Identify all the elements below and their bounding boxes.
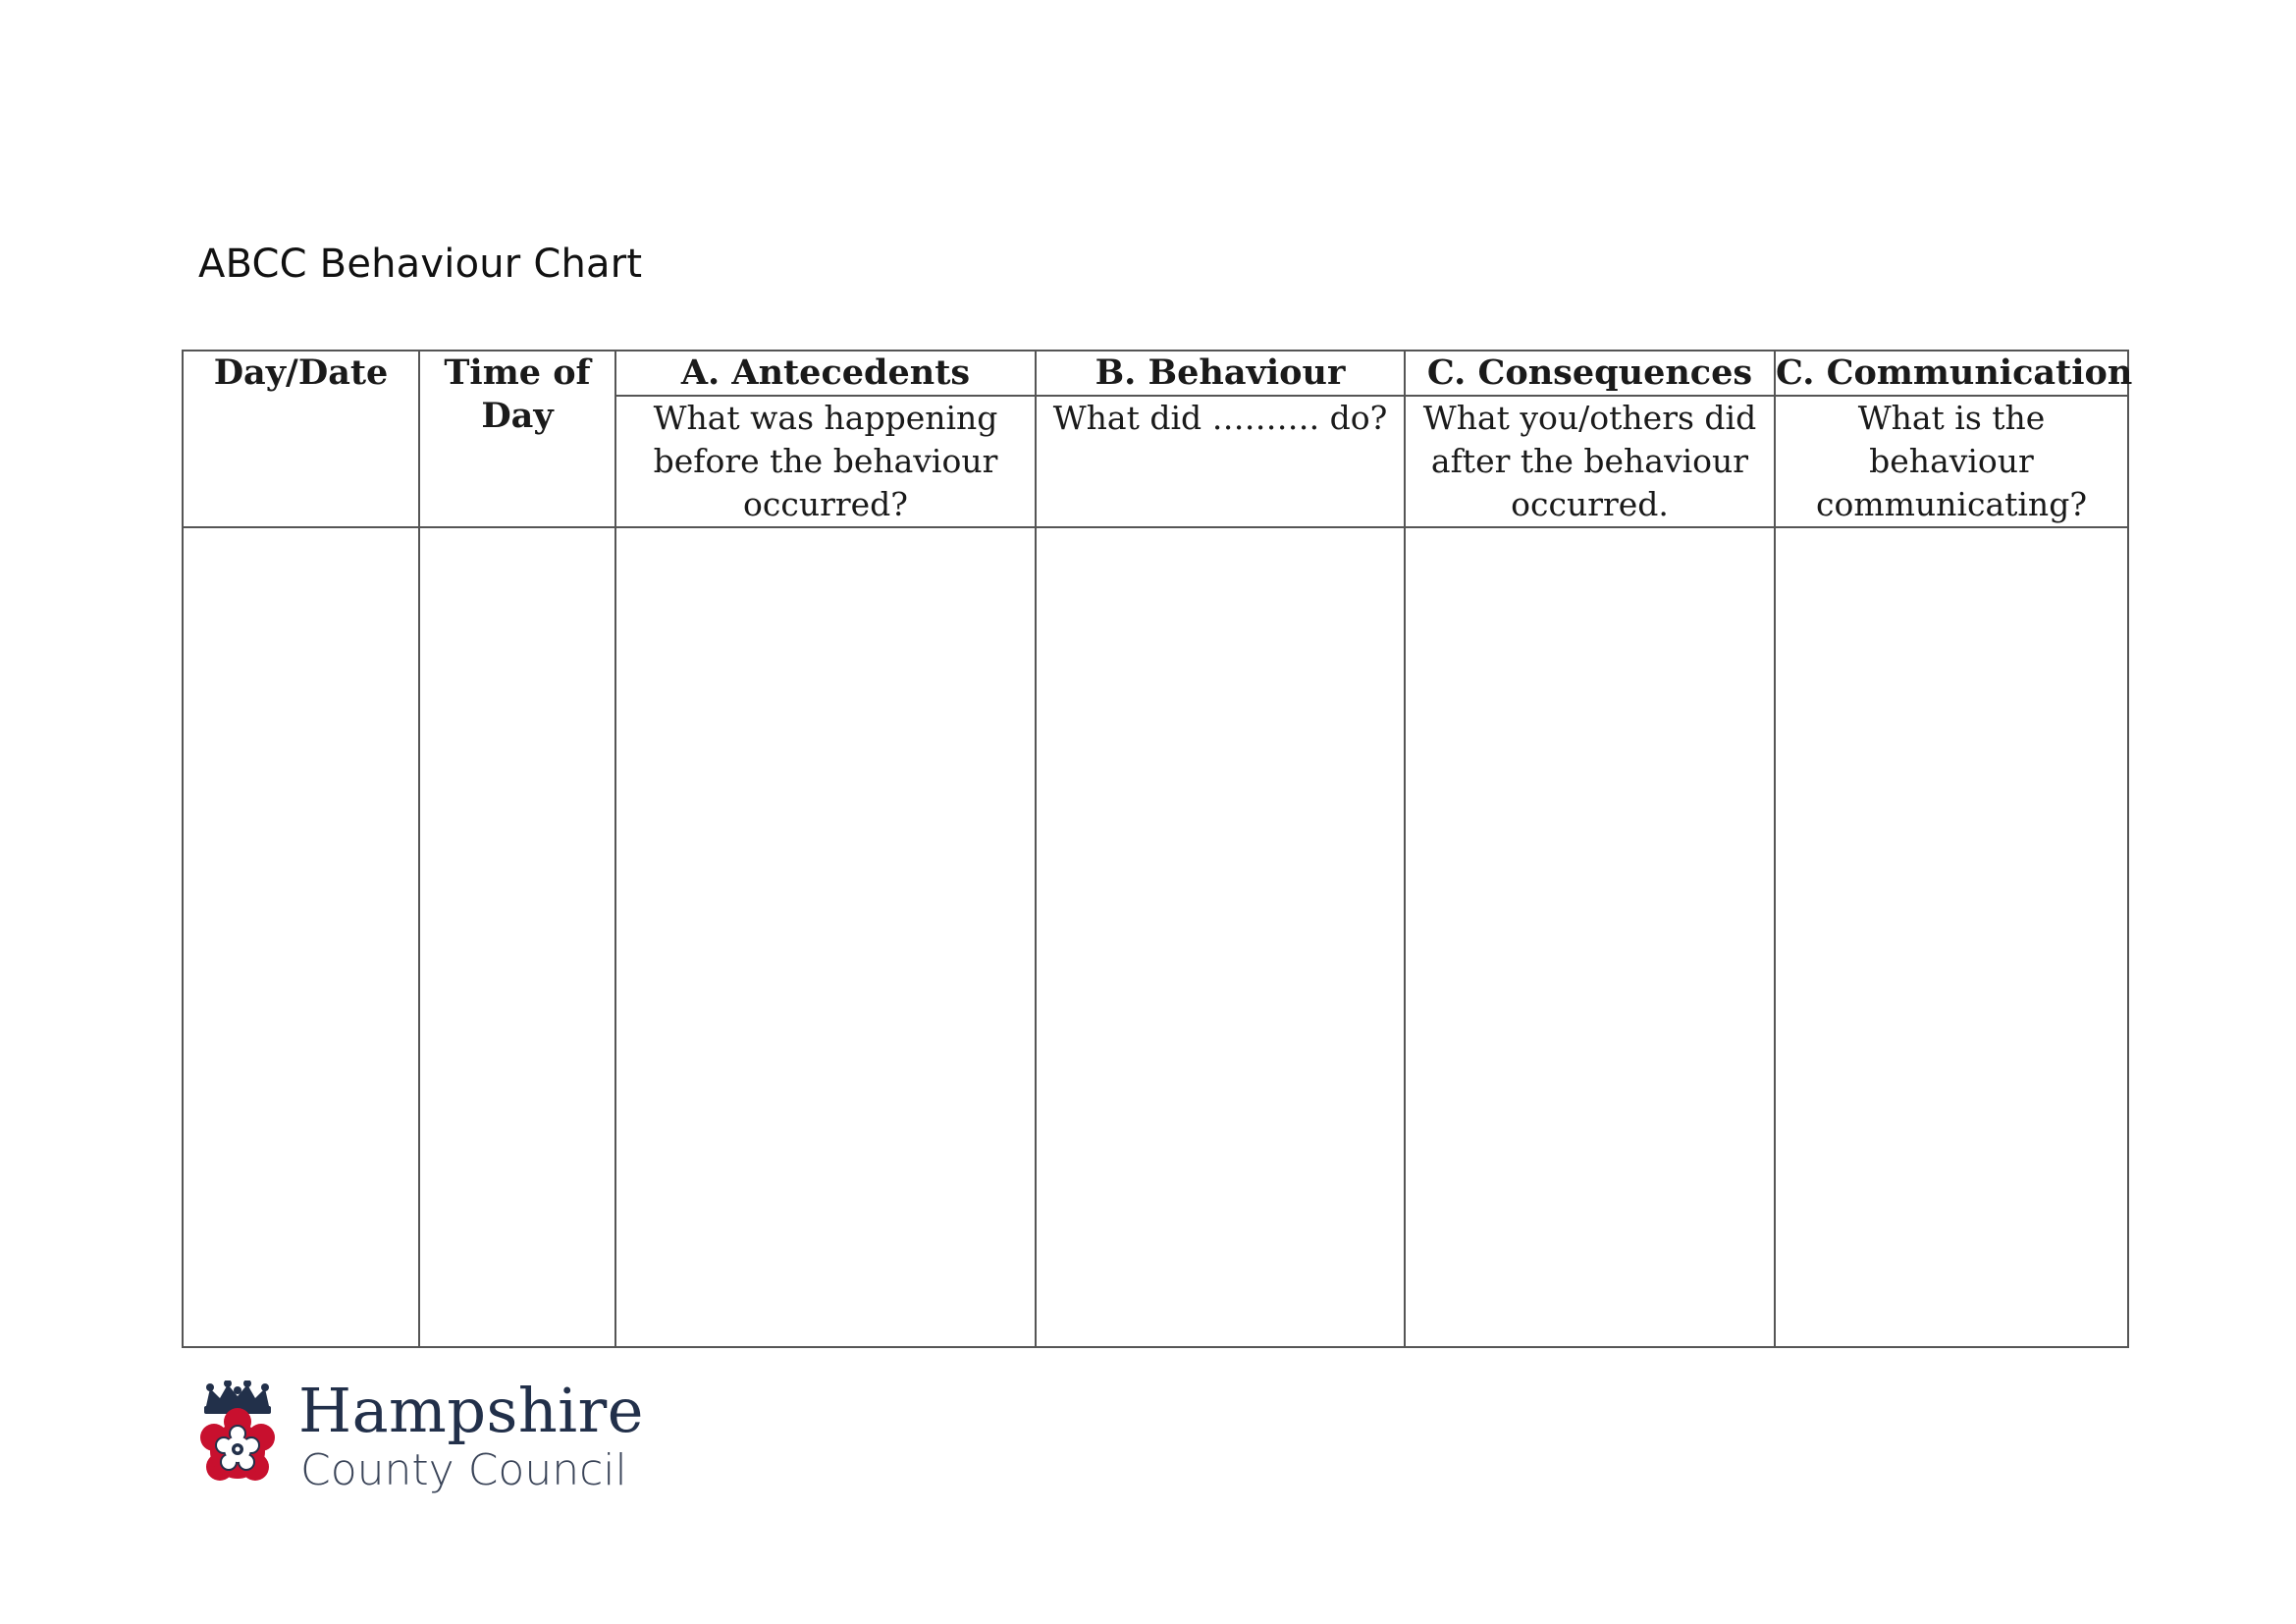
entry-cell-day-date[interactable] bbox=[183, 527, 419, 1347]
prompt-line: after the behaviour bbox=[1430, 442, 1749, 480]
prompt-antecedents bbox=[615, 396, 1036, 527]
prompt-line: behaviour bbox=[1869, 442, 2034, 480]
hampshire-logo bbox=[198, 1375, 644, 1498]
logo-subtitle: County Council bbox=[300, 1445, 627, 1495]
column-header-communication: C. Communication bbox=[1775, 351, 2128, 396]
prompt-communication bbox=[1775, 396, 2128, 527]
hampshire-rose-crown-icon bbox=[198, 1380, 277, 1494]
page-title: ABCC Behaviour Chart bbox=[198, 242, 643, 287]
entry-cell-antecedents[interactable] bbox=[615, 527, 1036, 1347]
time-heading-line-1: Time of bbox=[444, 352, 591, 393]
prompt-line: What did ………. do? bbox=[1052, 399, 1388, 437]
entry-cell-time-of-day[interactable] bbox=[419, 527, 615, 1347]
abcc-behaviour-table bbox=[182, 350, 2133, 1348]
prompt-behaviour bbox=[1036, 396, 1405, 527]
entry-cell-communication[interactable] bbox=[1775, 527, 2128, 1347]
prompt-line: What is the bbox=[1857, 399, 2046, 437]
prompt-line: communicating? bbox=[1815, 485, 2088, 523]
header-row bbox=[183, 351, 2128, 396]
column-header-behaviour: B. Behaviour bbox=[1036, 351, 1405, 396]
time-heading-line-2: Day bbox=[481, 396, 554, 436]
prompt-line: occurred? bbox=[743, 485, 908, 523]
column-header-day-date: Day/Date bbox=[183, 351, 419, 527]
logo-name: Hampshire bbox=[298, 1375, 644, 1446]
entry-row bbox=[183, 527, 2128, 1347]
entry-cell-behaviour[interactable] bbox=[1036, 527, 1405, 1347]
prompt-line: occurred. bbox=[1511, 485, 1669, 523]
prompt-consequences bbox=[1405, 396, 1775, 527]
column-header-consequences: C. Consequences bbox=[1405, 351, 1775, 396]
prompt-line: What was happening bbox=[653, 399, 998, 437]
entry-cell-consequences[interactable] bbox=[1405, 527, 1775, 1347]
prompt-line: What you/others did bbox=[1422, 399, 1757, 437]
column-header-antecedents: A. Antecedents bbox=[615, 351, 1036, 396]
column-header-time-of-day bbox=[419, 351, 615, 527]
prompt-line: before the behaviour bbox=[653, 442, 998, 480]
